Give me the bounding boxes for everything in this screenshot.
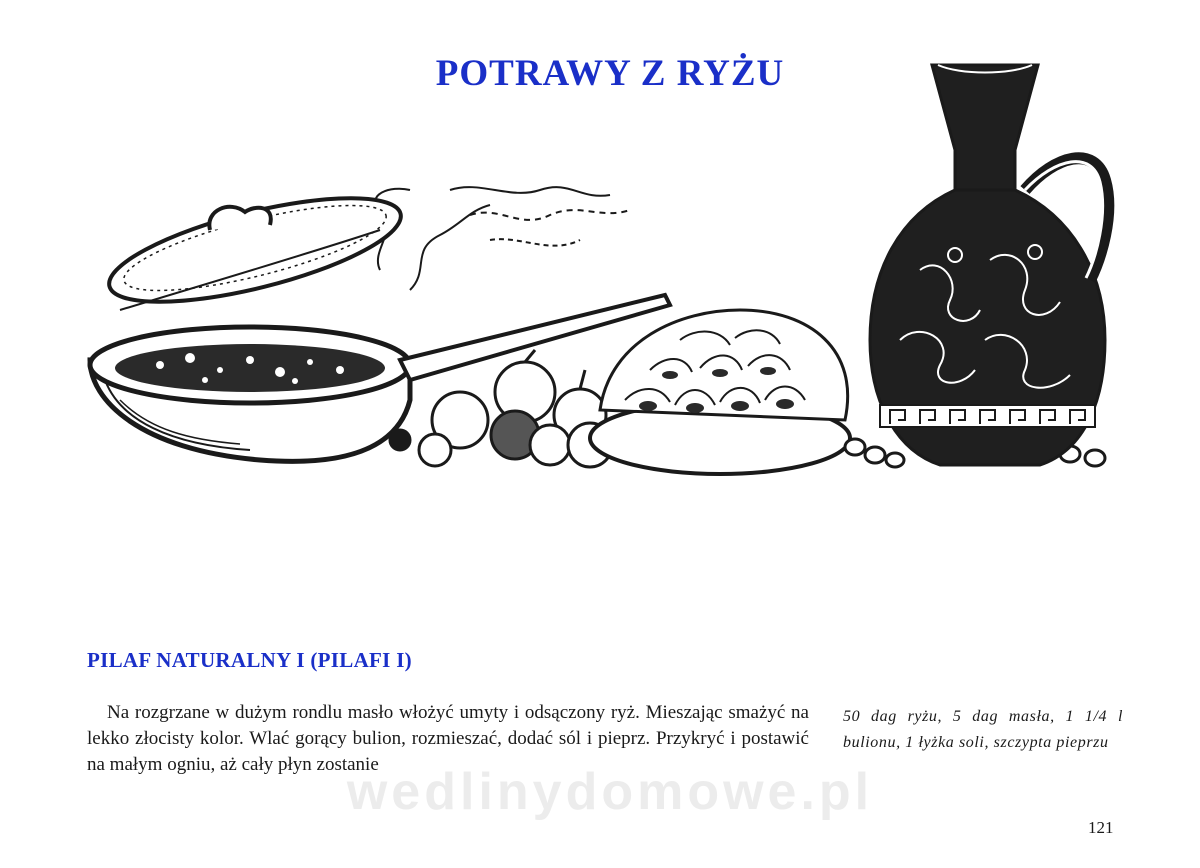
pan-lid <box>100 177 409 323</box>
watermark: wedlinydomowe.pl <box>346 763 874 821</box>
greek-jug <box>870 65 1108 465</box>
recipe-ingredients: 50 dag ryżu, 5 dag masła, 1 1/4 l bulionu, 1 łyżka soli, szczypta pieprzu <box>843 708 1123 751</box>
steam-lines <box>375 187 630 290</box>
serving-dish <box>590 310 850 474</box>
food-illustration <box>80 40 1130 500</box>
chapter-title: POTRAWY Z RYŻU <box>435 53 785 94</box>
recipe-title: PILAF NATURALNY I (PILAFI I) <box>87 648 412 672</box>
page-number: 121 <box>1088 818 1114 837</box>
recipe-instructions: Na rozgrzane w dużym rondlu masło włożyć umyty i odsączony ryż. Mieszając smażyć na lekko złocisty kolor. Wlać gorący bulion, rozmieszać, dodać sól i pieprz. Przykryć i postawić na małym ogniu, aż cały płyn zostanie <box>87 702 809 775</box>
